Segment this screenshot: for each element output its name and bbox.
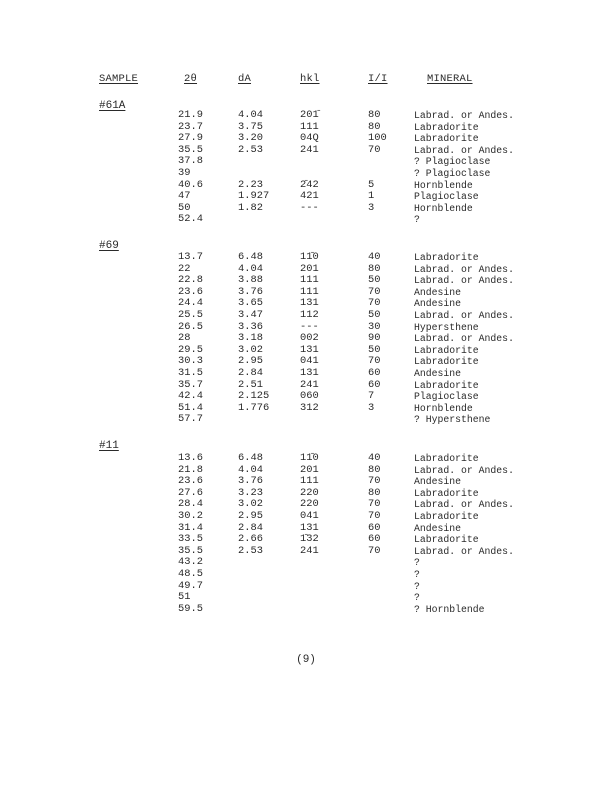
- intensity-cell: 70: [368, 355, 381, 368]
- d-spacing-cell: 2.84: [238, 367, 263, 379]
- two-theta-cell: 30.3: [178, 355, 203, 368]
- mineral-cell: ? Hornblende: [414, 603, 485, 615]
- two-theta-cell: 22: [178, 262, 191, 275]
- header-hkl: hkl: [300, 73, 320, 85]
- two-theta-cell: 50: [178, 201, 191, 214]
- mineral-cell: Labrad. or Andes.: [414, 310, 514, 321]
- d-spacing-cell: 2.53: [238, 544, 263, 557]
- table-row: [0, 156, 612, 167]
- mineral-cell: Labradorite: [414, 511, 479, 522]
- table-row: [0, 534, 612, 545]
- two-theta-cell: 30.2: [178, 510, 203, 522]
- table-row: [0, 275, 612, 286]
- intensity-cell: 70: [368, 143, 381, 156]
- two-theta-cell: 21.8: [178, 463, 203, 476]
- mineral-cell: Labradorite: [414, 344, 479, 356]
- intensity-cell: 50: [368, 343, 381, 356]
- mineral-cell: Andesine: [414, 522, 462, 534]
- mineral-cell: Hornblende: [414, 179, 473, 191]
- d-spacing-cell: 3.47: [238, 309, 263, 321]
- two-theta-cell: 51.4: [178, 401, 203, 414]
- mineral-cell: Labrad. or Andes.: [414, 110, 514, 121]
- d-spacing-cell: 2.66: [238, 533, 263, 546]
- table-row: [0, 322, 612, 333]
- hkl-cell: 241: [300, 544, 319, 557]
- two-theta-cell: 22.8: [178, 274, 203, 287]
- table-row: [0, 453, 612, 464]
- intensity-cell: 70: [368, 285, 381, 298]
- hkl-cell: 041: [300, 510, 319, 522]
- two-theta-cell: 37.8: [178, 155, 203, 168]
- hkl-cell: 2̄42: [300, 178, 319, 191]
- d-spacing-cell: 2.23: [238, 178, 263, 191]
- two-theta-cell: 27.6: [178, 486, 203, 499]
- table-row: [0, 391, 612, 402]
- d-spacing-cell: 4.04: [238, 109, 263, 121]
- table-row: [0, 581, 612, 592]
- d-spacing-cell: 3.20: [238, 132, 263, 145]
- hkl-cell: 131: [300, 521, 319, 534]
- hkl-cell: 220: [300, 486, 319, 499]
- intensity-cell: 70: [368, 297, 381, 310]
- sample-id-label: #61A: [99, 100, 126, 112]
- table-row: [0, 356, 612, 367]
- d-spacing-cell: 1.776: [238, 401, 270, 414]
- intensity-cell: 80: [368, 486, 381, 499]
- intensity-cell: 3: [368, 201, 375, 214]
- two-theta-cell: 25.5: [178, 309, 203, 321]
- table-row: [0, 523, 612, 534]
- hkl-cell: 131: [300, 367, 319, 379]
- two-theta-cell: 24.4: [178, 297, 203, 310]
- mineral-cell: ?: [414, 580, 420, 592]
- hkl-cell: 131: [300, 343, 319, 356]
- hkl-cell: 1̄32: [300, 533, 319, 546]
- intensity-cell: 70: [368, 475, 381, 488]
- intensity-cell: 60: [368, 521, 381, 534]
- intensity-cell: 80: [368, 120, 381, 133]
- table-row: [0, 511, 612, 522]
- mineral-cell: Labrad. or Andes.: [414, 275, 514, 287]
- d-spacing-cell: 2.95: [238, 510, 263, 522]
- table-row: [0, 180, 612, 191]
- hkl-cell: 111: [300, 285, 319, 298]
- mineral-cell: Labrad. or Andes.: [414, 499, 514, 511]
- mineral-cell: Plagioclase: [414, 191, 479, 203]
- header-two-theta: 2θ: [184, 73, 198, 85]
- mineral-cell: ?: [414, 214, 420, 226]
- mineral-cell: ?: [414, 569, 420, 580]
- intensity-cell: 7: [368, 390, 375, 403]
- mineral-cell: Labradorite: [414, 453, 479, 464]
- d-spacing-cell: 3.65: [238, 297, 263, 310]
- hkl-cell: 312: [300, 401, 319, 414]
- two-theta-cell: 26.5: [178, 320, 203, 333]
- two-theta-cell: 42.4: [178, 390, 203, 403]
- two-theta-cell: 47: [178, 190, 191, 203]
- mineral-cell: Andesine: [414, 476, 462, 488]
- intensity-cell: 90: [368, 332, 381, 345]
- intensity-cell: 5: [368, 178, 375, 191]
- hkl-cell: 241: [300, 143, 319, 156]
- table-row: [0, 110, 612, 121]
- mineral-cell: Labradorite: [414, 487, 479, 499]
- two-theta-cell: 31.5: [178, 367, 203, 379]
- hkl-cell: 220: [300, 498, 319, 511]
- table-row: [0, 465, 612, 476]
- hkl-cell: 201̄: [300, 109, 319, 121]
- mineral-cell: ?: [414, 592, 420, 604]
- header-mineral: MINERAL: [427, 73, 473, 85]
- intensity-cell: 80: [368, 109, 381, 121]
- two-theta-cell: 27.9: [178, 132, 203, 145]
- two-theta-cell: 23.6: [178, 285, 203, 298]
- hkl-cell: 002: [300, 332, 319, 345]
- mineral-cell: Labrad. or Andes.: [414, 144, 514, 156]
- hkl-cell: ---: [300, 201, 319, 214]
- two-theta-cell: 39: [178, 167, 191, 179]
- sample-id-label: #11: [99, 440, 119, 452]
- hkl-cell: ---: [300, 320, 319, 333]
- table-row: [0, 168, 612, 179]
- table-row: [0, 403, 612, 414]
- table-row: [0, 476, 612, 487]
- table-row: [0, 557, 612, 568]
- table-row: [0, 133, 612, 144]
- intensity-cell: 60: [368, 367, 381, 379]
- d-spacing-cell: 3.88: [238, 274, 263, 287]
- mineral-cell: Labradorite: [414, 133, 479, 145]
- d-spacing-cell: 3.36: [238, 320, 263, 333]
- mineral-cell: Labradorite: [414, 252, 479, 263]
- hkl-cell: 112: [300, 309, 319, 321]
- intensity-cell: 40: [368, 251, 381, 263]
- table-row: [0, 333, 612, 344]
- two-theta-cell: 59.5: [178, 602, 203, 615]
- two-theta-cell: 29.5: [178, 343, 203, 356]
- mineral-cell: Labrad. or Andes.: [414, 545, 514, 557]
- hkl-cell: 111: [300, 475, 319, 488]
- intensity-cell: 50: [368, 274, 381, 287]
- table-row: [0, 546, 612, 557]
- intensity-cell: 100: [368, 132, 387, 145]
- hkl-cell: 201: [300, 262, 319, 275]
- d-spacing-cell: 2.125: [238, 390, 270, 403]
- d-spacing-cell: 3.23: [238, 486, 263, 499]
- table-row: [0, 298, 612, 309]
- table-row: [0, 488, 612, 499]
- two-theta-cell: 33.5: [178, 533, 203, 546]
- two-theta-cell: 23.7: [178, 120, 203, 133]
- intensity-cell: 1: [368, 190, 375, 203]
- intensity-cell: 80: [368, 262, 381, 275]
- intensity-cell: 30: [368, 320, 381, 333]
- table-row: [0, 310, 612, 321]
- d-spacing-cell: 2.53: [238, 143, 263, 156]
- hkl-cell: 111: [300, 274, 319, 287]
- table-row: [0, 592, 612, 603]
- mineral-cell: Labrad. or Andes.: [414, 464, 514, 476]
- mineral-cell: Labradorite: [414, 534, 479, 546]
- hkl-cell: 201: [300, 463, 319, 476]
- intensity-cell: 50: [368, 309, 381, 321]
- d-spacing-cell: 2.84: [238, 521, 263, 534]
- mineral-cell: Andesine: [414, 286, 462, 298]
- table-row: [0, 569, 612, 580]
- mineral-cell: Andesine: [414, 298, 462, 310]
- d-spacing-cell: 1.82: [238, 201, 263, 214]
- d-spacing-cell: 2.51: [238, 378, 263, 391]
- hkl-cell: 060: [300, 390, 319, 403]
- d-spacing-cell: 1.927: [238, 190, 270, 203]
- mineral-cell: Labrad. or Andes.: [414, 333, 514, 345]
- mineral-cell: Labrad. or Andes.: [414, 263, 514, 275]
- table-row: [0, 252, 612, 263]
- table-row: [0, 287, 612, 298]
- table-row: [0, 499, 612, 510]
- mineral-cell: Hypersthene: [414, 321, 479, 333]
- table-row: [0, 191, 612, 202]
- d-spacing-cell: 3.02: [238, 343, 263, 356]
- intensity-cell: 60: [368, 533, 381, 546]
- mineral-cell: Labradorite: [414, 379, 479, 391]
- d-spacing-cell: 6.48: [238, 452, 263, 464]
- two-theta-cell: 52.4: [178, 213, 203, 226]
- mineral-cell: Hornblende: [414, 202, 473, 214]
- table-row: [0, 145, 612, 156]
- hkl-cell: 11̄0: [300, 452, 319, 464]
- sample-id-label: #69: [99, 240, 119, 252]
- intensity-cell: 40: [368, 452, 381, 464]
- mineral-cell: ? Plagioclase: [414, 156, 491, 168]
- d-spacing-cell: 4.04: [238, 262, 263, 275]
- two-theta-cell: 35.5: [178, 143, 203, 156]
- two-theta-cell: 48.5: [178, 568, 203, 580]
- header-intensity: I/I: [368, 73, 388, 85]
- table-row: [0, 203, 612, 214]
- hkl-cell: 421: [300, 190, 319, 203]
- d-spacing-cell: 6.48: [238, 251, 263, 263]
- two-theta-cell: 23.6: [178, 475, 203, 488]
- intensity-cell: 80: [368, 463, 381, 476]
- table-row: [0, 368, 612, 379]
- two-theta-cell: 13.7: [178, 251, 203, 263]
- intensity-cell: 70: [368, 544, 381, 557]
- page-number: (9): [296, 654, 316, 666]
- header-d-spacing: dA: [238, 73, 252, 85]
- mineral-cell: Labradorite: [414, 356, 479, 368]
- d-spacing-cell: 2.95: [238, 355, 263, 368]
- mineral-cell: ? Plagioclase: [414, 168, 491, 179]
- intensity-cell: 70: [368, 510, 381, 522]
- hkl-cell: 041: [300, 355, 319, 368]
- two-theta-cell: 28.4: [178, 498, 203, 511]
- d-spacing-cell: 3.76: [238, 475, 263, 488]
- two-theta-cell: 43.2: [178, 556, 203, 569]
- table-row: [0, 380, 612, 391]
- d-spacing-cell: 3.76: [238, 285, 263, 298]
- mineral-cell: Plagioclase: [414, 391, 479, 403]
- hkl-cell: 111: [300, 120, 319, 133]
- mineral-cell: ?: [414, 557, 420, 569]
- two-theta-cell: 57.7: [178, 413, 203, 426]
- intensity-cell: 3: [368, 401, 375, 414]
- table-row: [0, 345, 612, 356]
- table-row: [0, 264, 612, 275]
- table-row: [0, 214, 612, 225]
- two-theta-cell: 31.4: [178, 521, 203, 534]
- two-theta-cell: 35.5: [178, 544, 203, 557]
- two-theta-cell: 40.6: [178, 178, 203, 191]
- hkl-cell: 241: [300, 378, 319, 391]
- two-theta-cell: 13.6: [178, 452, 203, 464]
- hkl-cell: 04Q: [300, 132, 319, 145]
- d-spacing-cell: 3.18: [238, 332, 263, 345]
- two-theta-cell: 51: [178, 591, 191, 604]
- hkl-cell: 131: [300, 297, 319, 310]
- mineral-cell: Hornblende: [414, 402, 473, 414]
- two-theta-cell: 49.7: [178, 579, 203, 592]
- two-theta-cell: 35.7: [178, 378, 203, 391]
- d-spacing-cell: 3.02: [238, 498, 263, 511]
- header-sample: SAMPLE: [99, 73, 139, 85]
- mineral-cell: ? Hypersthene: [414, 414, 491, 426]
- two-theta-cell: 21.9: [178, 109, 203, 121]
- table-row: [0, 122, 612, 133]
- table-row: [0, 604, 612, 615]
- d-spacing-cell: 4.04: [238, 463, 263, 476]
- d-spacing-cell: 3.75: [238, 120, 263, 133]
- mineral-cell: Andesine: [414, 368, 462, 379]
- intensity-cell: 70: [368, 498, 381, 511]
- table-row: [0, 414, 612, 425]
- mineral-cell: Labradorite: [414, 121, 479, 133]
- hkl-cell: 11̄0: [300, 251, 319, 263]
- two-theta-cell: 28: [178, 332, 191, 345]
- intensity-cell: 60: [368, 378, 381, 391]
